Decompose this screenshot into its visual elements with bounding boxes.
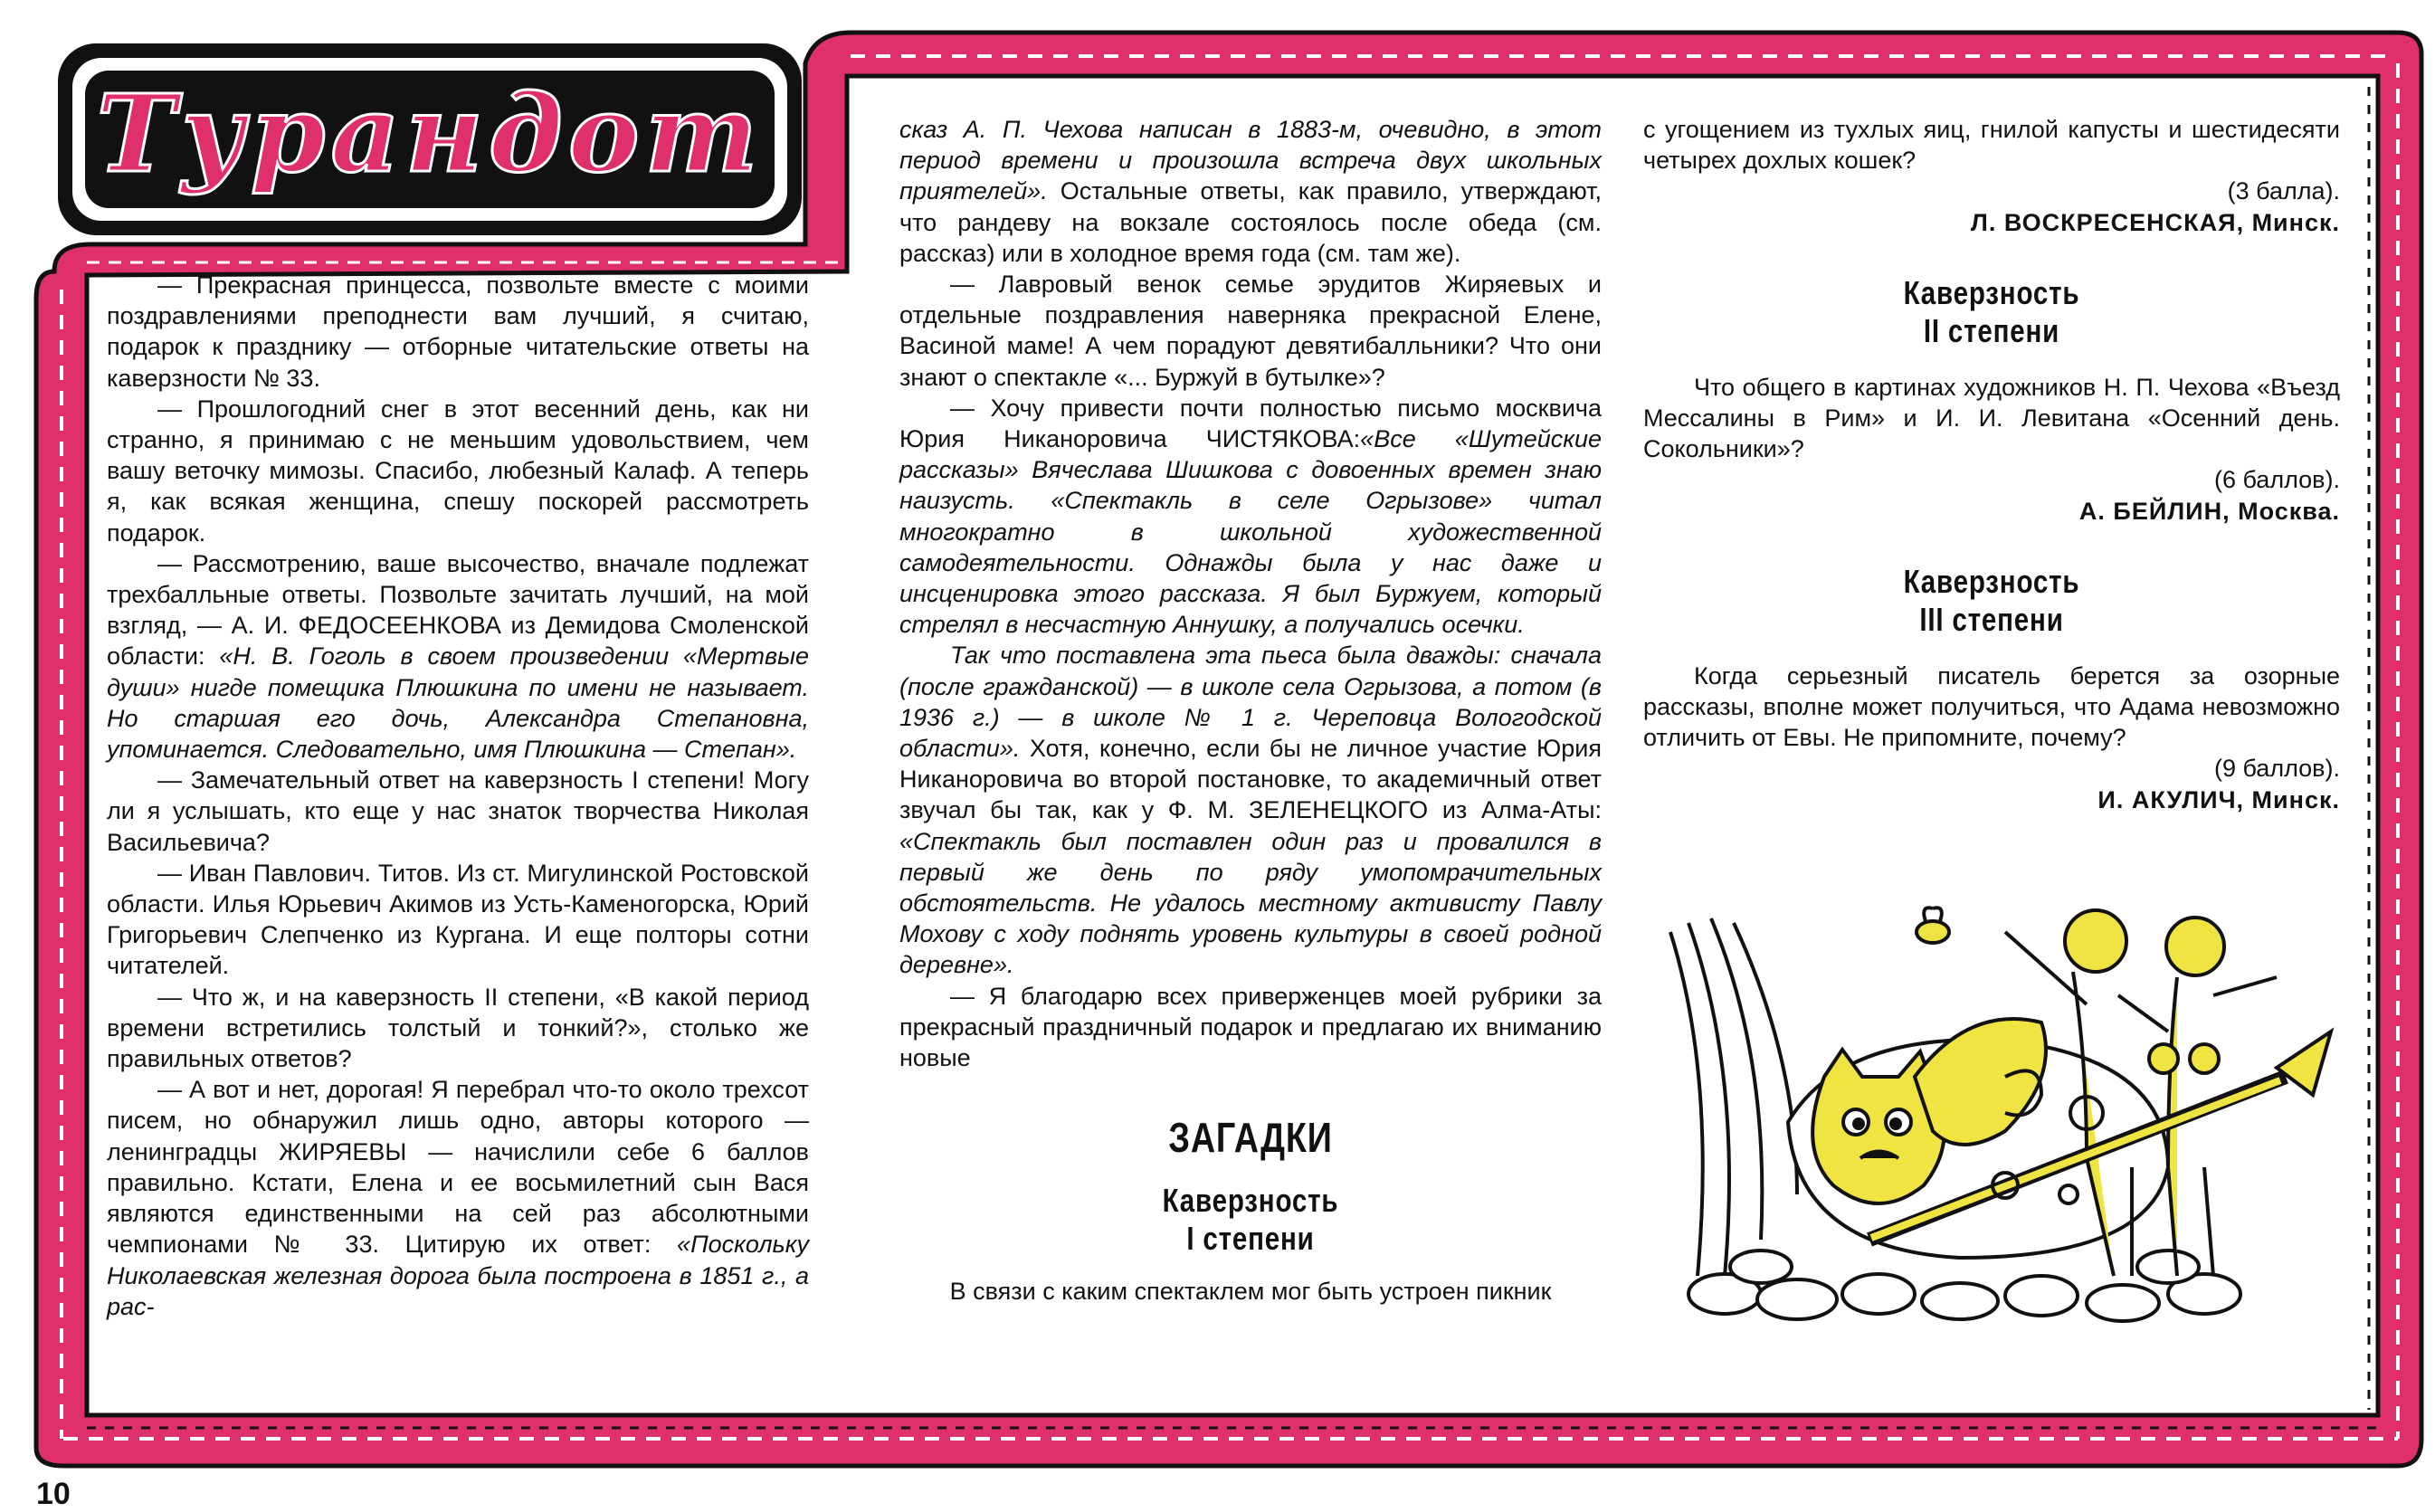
riddle-1-continued: с угощением из тухлых яиц, гнилой капусты и шестидесяти четырех дохлых кошек? [1643, 116, 2340, 175]
paragraph: сказ А. П. Чехова написан в 1883-м, очевидно, в этот период времени и произошла встреча двух школьных приятелей». Остальные ответы, как правило, утверждают, что рандеву на вокзале состоялось после обеда (см. рассказ) или в холодное время года (см. там же). [899, 116, 1602, 267]
riddle-1-degree: I степени [1186, 1220, 1315, 1258]
paragraph: — Прекрасная принцесса, позвольте вместе с моими поздравлениями преподнести вам лучший, я считаю, подарок к празднику — отборные читательские ответы на каверзности № 33. [107, 271, 809, 392]
riddle-2-degree: II степени [1923, 311, 2060, 349]
riddle-1-title: Каверзность [1162, 1182, 1339, 1220]
cartoon-svg [1661, 896, 2349, 1330]
paragraph: — Замечательный ответ на каверзность I степени! Могу ли я услышать, кто еще у нас знаток творчества Николая Васильевича? [107, 766, 809, 856]
paragraph: — Рассмотрению, ваше высочество, вначале подлежат трехбалльные ответы. Позвольте зачитать лучший, на мой взгляд, — А. И. ФЕДОСЕЕНКОВА из Демидова Смоленской области: «Н. В. Гоголь в своем произведении «Мертвые души» нигде помещика Плюшкина по имени не называет. Но старшая его дочь, Александра Степановна, упоминается. Следовательно, имя Плюшкина — Степан». [107, 549, 809, 764]
column-3 [1643, 114, 2340, 815]
riddle-2-points: (6 баллов). [2213, 466, 2340, 494]
riddle-1-text: В связи с каким спектаклем мог быть устроен пикник [949, 1278, 1552, 1306]
stones [1688, 1250, 2240, 1321]
riddle-3-text: Когда серьезный писатель берется за озорные рассказы, вполне может получиться, что Адама невозможно отличить от Евы. Не припомните, почему? [1643, 661, 2340, 752]
riddle-2-author: А. БЕЙЛИН, Москва. [2078, 497, 2340, 525]
riddle-1-author: Л. ВОСКРЕСЕНСКАЯ, Минск. [1970, 208, 2340, 236]
paragraph: — Иван Павлович. Титов. Из ст. Мигулинской Ростовской области. Илья Юрьевич Акимов из Усть-Каменогорска, Юрий Григорьевич Слепченко из Кургана. И еще полторы сотни читателей. [107, 859, 809, 980]
riddle-3-author: И. АКУЛИЧ, Минск. [2097, 785, 2340, 813]
title-logo-svg [54, 40, 805, 239]
riddle-1-points: (3 балла). [2227, 177, 2340, 205]
riddle-3-title: Каверзность [1903, 562, 2080, 600]
cartoon-illustration [1661, 896, 2349, 1330]
paragraph: — Что ж, и на каверзность II степени, «В какой период времени встретились толстый и тонкий?», столько же правильных ответов? [107, 983, 809, 1073]
riddle-3-points: (9 баллов). [2213, 755, 2340, 783]
page-number: 10 [36, 1477, 71, 1511]
paragraph: — Я благодарю всех приверженцев моей рубрики за прекрасный праздничный подарок и предлагаю их вниманию новые [899, 982, 1602, 1072]
paragraph: Так что поставлена эта пьеса была дважды: сначала (после гражданской) — в школе села Огрызова, а потом (в 1936 г.) — в школе № 1 г. Череповца Вологодской области». Хотя, конечно, если бы не личное участие Юрия Никаноровича во второй постановке, то академичный ответ звучал бы так, как у Ф. М. ЗЕЛЕНЕЦКОГО из Алма-Аты: «Спектакль был поставлен один раз и провалился в первый же день по ряду умопомрачительных обстоятельств. Не удалось местному активисту Павлу Мохову с ходу поднять уровень культуры в своей родной деревне». [899, 642, 1602, 979]
paragraph: — Прошлогодний снег в этот весенний день, как ни странно, я принимаю с не меньшим удовольствием, чем вашу веточку мимозы. Спасибо, любезный Калаф. А теперь я, как всякая женщина, спешу поскорей рассмотреть подарок. [107, 395, 809, 547]
bee [1917, 908, 1949, 943]
riddles-heading: ЗАГАДКИ [1168, 1114, 1333, 1162]
title-logo [54, 40, 805, 239]
column-1 [107, 270, 809, 1322]
paragraph: — Хочу привести почти полностью письмо москвича Юрия Никаноровича ЧИСТЯКОВА:«Все «Шутейские рассказы» Вячеслава Шишкова с довоенных времен знаю наизусть. «Спектакль в селе Огрызове» читал многократно в школьной художественной самодеятельности. Однажды была у нас даже и инсценировка этого рассказа. Я был Буржуем, который стрелял в несчастную Аннушку, а получались осечки. [899, 394, 1603, 639]
curtain [1670, 918, 1797, 1276]
page-title: Турандот [96, 71, 764, 196]
paragraph: — Лавровый венок семье эрудитов Жиряевых и отдельные поздравления наверняка прекрасной Елене, Васиной маме! А чем порадуют девятибалльники? Что они знают о спектакле «... Буржуй в бутылке»? [899, 271, 1602, 391]
riddle-3-degree: III степени [1919, 600, 2064, 638]
paragraph: — А вот и нет, дорогая! Я перебрал что-то около трехсот писем, но обнаружил лишь одно, авторы которого — ленинградцы ЖИРЯЕВЫ — начислили себе 6 баллов правильно. Кстати, Елена и ее восьмилетний сын Вася являются единственными на сей раз абсолютными чемпионами № 33. Цитирую их ответ: «Поскольку Николаевская железная дорога была построена в 1851 г., а рас- [107, 1076, 809, 1320]
riddle-2-title: Каверзность [1903, 273, 2080, 311]
riddle-2-text: Что общего в картинах художников Н. П. Чехова «Въезд Мессалины в Рим» и И. И. Левитана «Осенний день. Сокольники»? [1643, 373, 2340, 463]
column-2 [899, 114, 1602, 1308]
